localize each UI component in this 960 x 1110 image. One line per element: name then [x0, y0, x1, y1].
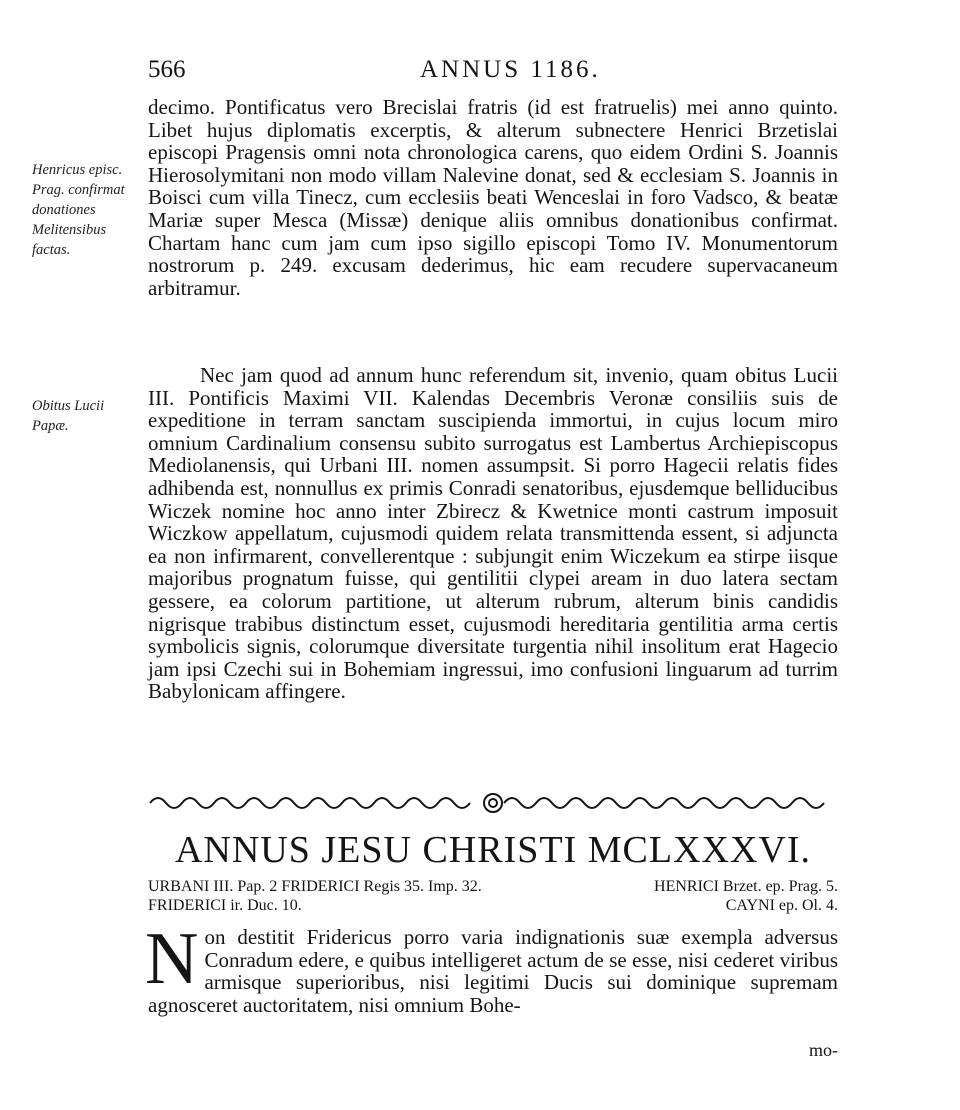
paragraph-fridericus: [145, 918, 838, 1017]
margin-note-henricus: Henricus episc. Prag. confirmat donationes Melitensibus factas.: [32, 162, 125, 258]
regnal-line-2-right: CAYNI ep. Ol. 4.: [725, 897, 838, 914]
regnal-line-2-left: FRIDERICI ir. Duc. 10.: [148, 897, 302, 914]
paragraph-obitus: Nec jam quod ad annum hunc referendum sit, invenio, quam obitus Lucii III. Pontificis Maximi VII. Kalendas Decembris Veronæ consiliis suis de expeditione in terram sanctam suscipienda immortui, in cujus locum miro omnium Cardinalium consensu subito surrogatus est Lambertus Archiepiscopus Mediolanensis, qui Urbani III. nomen assumpsit. Si porro Hagecii relatis fides adhibenda est, nonnullus ex primis Conradi senatoribus, ejusdemque belliducibus Wiczek nomine hoc anno inter Zbirecz & Kwetnice monti castrum imposuit Wiczkow appellatum, cujusmodi quidem relata transmittenda essent, si adjuncta ea non infirmarent, convellerentque : subjungit enim Wiczekum ea stirpe iisque majoribus prognatum fuisse, qui gentilitii clypei aream in duo latera sectam gessere, ea colorum partitione, ut alterum rubrum, alterum binis candidis nigrisque trabibus distinctum esset, cujusmodi hereditaria gentilitia arma certis symbolicis signis, colorumque diversitate turgentia nihil insolitum erat Hagecio jam ipsi Czechi sui in Bohemiam ingressui, imo confusioni linguarum ad turrim Babylonicam affingere.: [148, 363, 838, 704]
catchword: mo-: [809, 1040, 838, 1060]
regnal-line-2: [148, 895, 838, 916]
year-heading: ANNUS JESU CHRISTI MCLXXXVI.: [174, 829, 812, 871]
drop-cap: N: [145, 918, 199, 1000]
regnal-line-1-right: HENRICI Brzet. ep. Prag. 5.: [654, 878, 838, 895]
running-title: ANNUS 1186.: [420, 56, 601, 83]
paragraph-diploma: decimo. Pontificatus vero Brecislai fratris (id est fratruelis) mei anno quinto. Libet hujus diplomatis excerptis, & alterum subnectere Henrici Brzetislai episcopi Pragensis omni nota chronologica carens, quo eidem Ordini S. Joannis Hierosolymitani non modo villam Nalevine donat, sed & ecclesiam S. Joannis in Boisci cum villa Tinecz, cum ecclesiis beati Wenceslai in foro Vadsco, & beatæ Mariæ super Mesca (Missæ) denique aliis omnibus donationibus confirmat. Chartam hanc cum jam cum ipso sigillo episcopi Tomo IV. Monumentorum nostrorum p. 249. excusam dederimus, hic eam recudere supervacaneum arbitramur.: [148, 95, 838, 300]
paragraph-fridericus-text: on destitit Fridericus porro varia indignationis suæ exempla adversus Conradum edere, e quibus intelligeret actum de se esse, nisi cederet viribus armisque superioribus, nisi legitimi Ducis sui dominique supremam agnosceret auctoritatem, nisi omnium Bohe-: [148, 925, 838, 1017]
page-number: 566: [148, 56, 186, 83]
regnal-line-1: [148, 876, 838, 897]
margin-note-obitus: Obitus Lucii Papæ.: [32, 398, 105, 434]
page-header: [148, 56, 838, 88]
ornamental-divider: [148, 790, 838, 816]
regnal-line-1-left: URBANI III. Pap. 2 FRIDERICI Regis 35. Imp. 32.: [148, 878, 482, 895]
